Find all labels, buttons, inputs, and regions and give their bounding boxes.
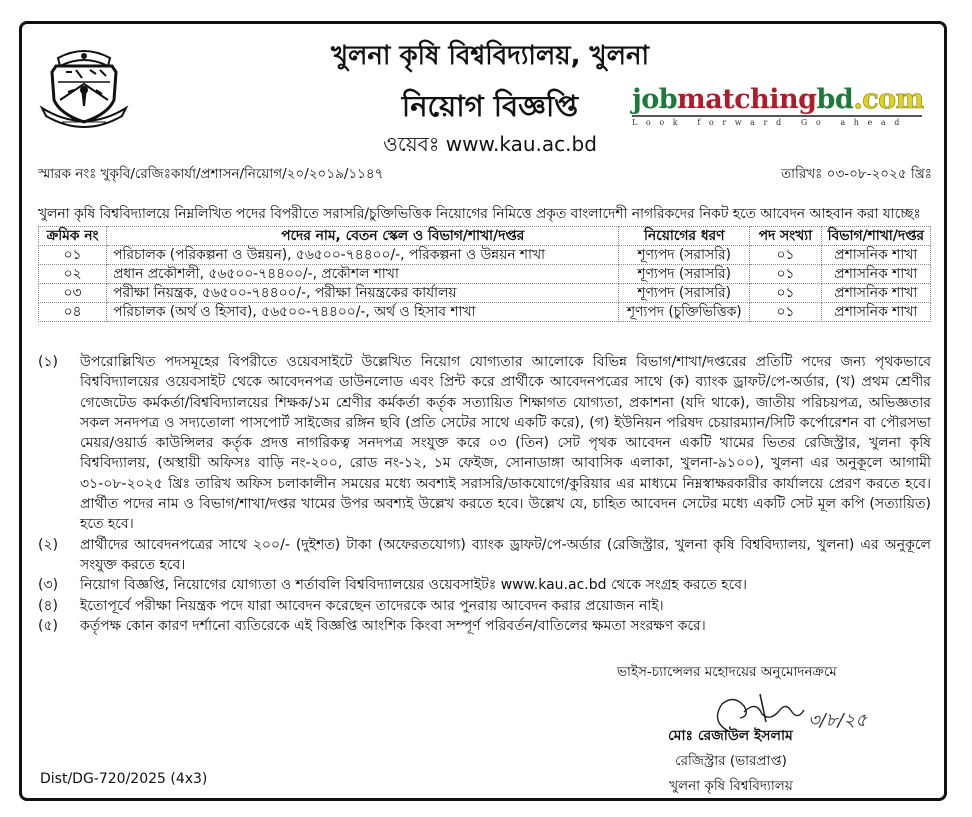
approval-line: ভাইস-চ্যান্সেলর মহোদয়ের অনুমোদনক্রমে: [617, 664, 837, 680]
table-row: [39, 265, 931, 284]
cell-type: শূণ্যপদ (চুক্তিভিত্তিক): [619, 303, 750, 322]
cell-serial: ০২: [39, 265, 107, 284]
cell-type: শূণ্যপদ (সরাসরি): [619, 284, 750, 303]
distribution-code: Dist/DG-720/2025 (4x3): [40, 771, 208, 787]
condition-number: (২): [38, 536, 59, 553]
table-row: [39, 246, 931, 265]
cell-type: শূণ্যপদ (সরাসরি): [619, 246, 750, 265]
condition-item: [38, 596, 931, 616]
cell-serial: ০১: [39, 246, 107, 265]
condition-text: নিয়োগ বিজ্ঞপ্তি, নিয়োগের যোগ্যতা ও শর্তাবলি বিশ্ববিদ্যালয়ের ওয়েবসাইটঃ www.kau.ac.bd থেকে সংগ্রহ করতে হবে।: [80, 577, 747, 594]
cell-count: ০১: [750, 246, 821, 265]
cell-serial: ০৩: [39, 284, 107, 303]
memo-reference: স্মারক নংঃ খুকৃবি/রেজিঃকার্যা/প্রশাসন/নিয়োগ/২০/২০১৯/১১৪৭: [38, 166, 384, 182]
memo-date: তারিখঃ ০৩-০৮-২০২৫ খ্রিঃ: [780, 166, 932, 182]
signer-name: মোঃ রেজাউল ইসলাম: [668, 728, 793, 744]
condition-text: উপরোল্লিখিত পদসমূহের বিপরীতে ওয়েবসাইটে উল্লেখিত নিয়োগ যোগ্যতার আলোকে বিভিন্ন বিভাগ/শাখা/দপ্তরের প্রতিটি পদের জন্য পৃথকভাবে বিশ্ববিদ্যালয়ের ওয়েবসাইট থেকে আবেদনপত্র ডাউনলোড এবং প্রিন্ট করে প্রার্থীকে আবেদনপত্রের সাথে (ক) ব্যাংক ড্রাফট/পে-অর্ডার, (খ) প্রথম শ্রেণীর গেজেটেড কর্মকর্তা/বিশ্ববিদ্যালয়ের শিক্ষক/১ম শ্রেণীর কর্মকর্তা কর্তৃক সত্যায়িত শিক্ষাগত যোগ্যতা, প্রকাশনা (যদি থাকে), জাতীয় পরিচয়পত্র, অভিজ্ঞতার সকল সনদপত্র ও সদ্যতোলা পাসপোর্ট সাইজের রঙ্গিন ছবি (প্রতি সেটের সাথে একটি করে), (গ) ইউনিয়ন পরিষদ চেয়ারম্যান/সিটি কর্পোরেশন বা পৌরসভা মেয়র/ওয়ার্ড কাউন্সিলর কর্তৃক প্রদত্ত নাগরিকত্ব সনদপত্র সংযুক্ত করে ০৩ (তিন) সেট পৃথক আবেদন একটি খামের ভিতর রেজিস্ট্রার, খুলনা কৃষি বিশ্ববিদ্যালয়, (অস্থায়ী অফিসঃ বাড়ি নং-২০০, রোড নং-১২, ১ম ফেইজ, সোনাডাঙ্গা আবাসিক এলাকা, খুলনা-৯১০০), খুলনা এর অনুকূলে আগামী ৩১-০৮-২০২৫ খ্রিঃ তারিখ অফিস চলাকালীন সময়ের মধ্যে অবশ্যই সরাসরি/ডাকযোগে/কুরিয়ার এর মাধ্যমে নিম্নস্বাক্ষরকারীর কার্যালয়ে প্রেরণ করতে হবে। প্রার্থীত পদের নাম ও বিভাগ/শাখা/দপ্তর খামের উপর অবশ্যই উল্লেখ করতে হবে। উল্লেখ যে, চাহিত আবেদন সেটের মধ্যে একটি সেট মূল কপি (সত্যায়িত) হতে হবে।: [80, 354, 931, 533]
cell-post: পরীক্ষা নিয়ন্ত্রক, ৫৬৫০০-৭৪৪০০/-, পরীক্ষা নিয়ন্ত্রকের কার্যালয়: [107, 284, 619, 303]
signer-title: রেজিস্ট্রার (ভারপ্রাপ্ত): [675, 753, 787, 769]
condition-item: [38, 616, 931, 636]
cell-count: ০১: [750, 303, 821, 322]
svg-text:৩/৮/২৫: ৩/৮/২৫: [808, 710, 867, 731]
cell-department: প্রশাসনিক শাখা: [821, 265, 930, 284]
table-row: [39, 284, 931, 303]
condition-item: [38, 535, 931, 576]
condition-item: [38, 575, 931, 595]
condition-number: (৪): [38, 597, 59, 614]
col-serial: ক্রমিক নং: [39, 227, 107, 246]
col-count: পদ সংখ্যা: [750, 227, 821, 246]
condition-text: কর্তৃপক্ষ কোন কারণ দর্শানো ব্যতিরেকে এই বিজ্ঞপ্তি আংশিক কিংবা সম্পূর্ণ পরিবর্তন/বাতিলের ক্ষমতা সংরক্ষণ করে।: [80, 617, 706, 634]
signer-organization: খুলনা কৃষি বিশ্ববিদ্যালয়: [669, 778, 793, 794]
condition-number: (১): [38, 354, 59, 370]
cell-post: পরিচালক (অর্থ ও হিসাব), ৫৬৫০০-৭৪৪০০/-, অর্থ ও হিসাব শাখা: [107, 303, 619, 322]
intro-paragraph: খুলনা কৃষি বিশ্ববিদ্যালয়ে নিম্নলিখিত পদের বিপরীতে সরাসরি/চুক্তিভিত্তিক নিয়োগের নিমিত্তে প্রকৃত বাংলাদেশী নাগরিকদের নিকট হতে আবেদন আহবান করা যাচ্ছেঃ: [38, 206, 921, 222]
cell-count: ০১: [750, 265, 821, 284]
conditions-list: [38, 352, 931, 636]
brand-part-bd: bd: [816, 84, 854, 115]
cell-type: শূণ্যপদ (সরাসরি): [619, 265, 750, 284]
posts-table: [38, 226, 931, 322]
cell-post: প্রধান প্রকৌশলী, ৫৬৫০০-৭৪৪০০/-, প্রকৌশল শাখা: [107, 265, 619, 284]
cell-department: প্রশাসনিক শাখা: [821, 303, 930, 322]
col-department: বিভাগ/শাখা/দপ্তর: [821, 227, 930, 246]
university-crest-icon: [38, 42, 130, 132]
brand-part-com: .com: [853, 84, 924, 115]
cell-count: ০১: [750, 284, 821, 303]
col-post: পদের নাম, বেতন স্কেল ও বিভাগ/শাখা/দপ্তর: [107, 227, 619, 246]
brand-divider: [632, 115, 922, 117]
cell-department: প্রশাসনিক শাখা: [821, 284, 930, 303]
cell-post: পরিচালক (পরিকল্পনা ও উন্নয়ন), ৫৬৫০০-৭৪৪০০/-, পরিকল্পনা ও উন্নয়ন শাখা: [107, 246, 619, 265]
condition-text: ইতোপূর্বে পরীক্ষা নিয়ন্ত্রক পদে যারা আবেদন করেছেন তাদেরকে আর পুনরায় আবেদন করার প্রয়োজন নাই।: [80, 597, 664, 614]
brand-part-job: job: [632, 84, 678, 115]
website-label: ওয়েবঃ www.kau.ac.bd: [383, 132, 597, 156]
condition-item: [38, 352, 931, 535]
table-header-row: [39, 227, 931, 246]
brand-tagline: Look forward Go ahead: [632, 118, 908, 127]
condition-text: প্রার্থীদের আবেদনপত্রের সাথে ২০০/- (দুইশত) টাকা (অফেরতযোগ্য) ব্যাংক ড্রাফট/পে-অর্ডার (রেজিস্ট্রার, খুলনা কৃষি বিশ্ববিদ্যালয়, খুলনা) এর অনুকূলে সংযুক্ত করতে হবে।: [80, 536, 931, 573]
institution-name: খুলনা কৃষি বিশ্ববিদ্যালয়, খুলনা: [330, 41, 650, 71]
condition-number: (৩): [38, 577, 59, 594]
watermark-brand-logo: [632, 86, 932, 127]
notice-title: নিয়োগ বিজ্ঞপ্তি: [401, 89, 579, 123]
col-type: নিয়োগের ধরণ: [619, 227, 750, 246]
table-row: [39, 303, 931, 322]
cell-department: প্রশাসনিক শাখা: [821, 246, 930, 265]
cell-serial: ০৪: [39, 303, 107, 322]
brand-part-matching: matching: [677, 84, 817, 115]
condition-number: (৫): [38, 617, 59, 634]
